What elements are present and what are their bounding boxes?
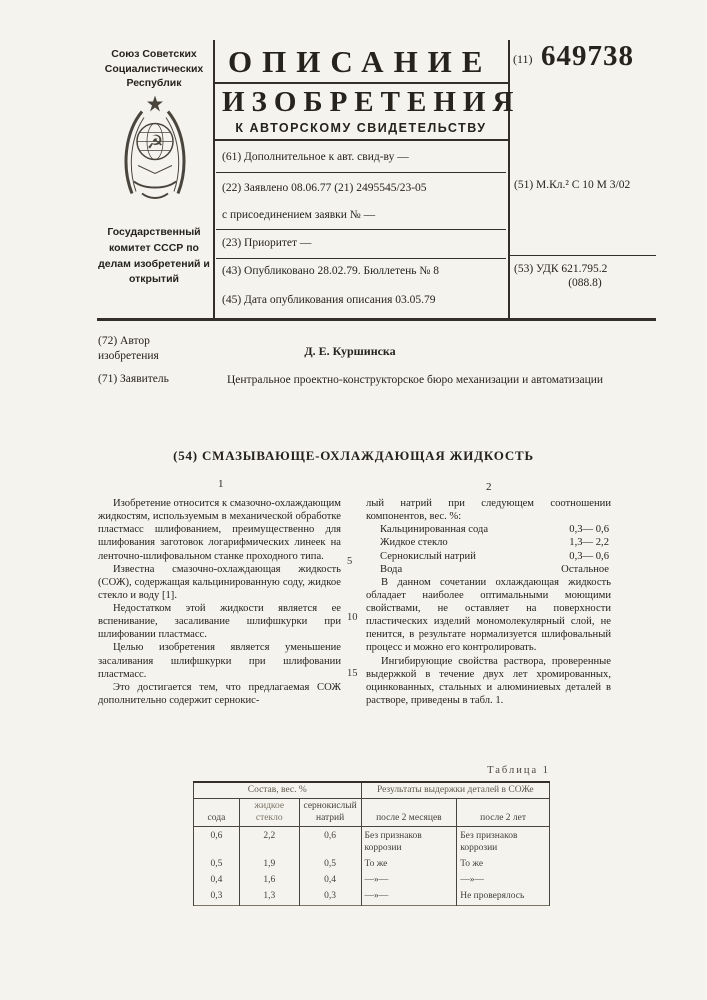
table-cell: 0,3 bbox=[194, 889, 240, 905]
publication-number: 649738 bbox=[541, 40, 634, 72]
field-23: (23) Приоритет — bbox=[222, 237, 312, 249]
component-name: Вода bbox=[380, 563, 403, 575]
field-43: (43) Опубликовано 28.02.79. Бюллетень № 8 bbox=[222, 265, 439, 277]
table-column-header: сода bbox=[194, 799, 240, 827]
component-value: 1,3— 2,2 bbox=[569, 537, 609, 549]
header-bottom-rule bbox=[97, 318, 656, 321]
column-number-1: 1 bbox=[218, 478, 224, 490]
table-row bbox=[194, 873, 550, 889]
table-cell: 0,4 bbox=[299, 873, 361, 889]
component-value: 0,3— 0,6 bbox=[569, 524, 609, 536]
table-cell: Без признаков коррозии bbox=[361, 827, 457, 857]
field-45: (45) Дата опубликования описания 03.05.79 bbox=[222, 294, 436, 306]
field-joined-application: с присоединением заявки № — bbox=[222, 209, 376, 221]
table-cell: 2,2 bbox=[239, 827, 299, 857]
table-cell: 0,5 bbox=[299, 857, 361, 873]
field-61: (61) Дополнительное к авт. свид-ву — bbox=[222, 151, 409, 163]
margin-line-number-15: 15 bbox=[347, 668, 358, 679]
table-cell: 0,6 bbox=[299, 827, 361, 857]
field-rule-3 bbox=[216, 258, 506, 259]
field-rule-2 bbox=[216, 229, 506, 230]
paragraph: Изобретение относится к смазочно-охлаждающим жидкостям, используемым в механической обработке пластмасс шлифованием, преимущественно для шлифования заготовок логарифмических линеек на ленточно-шлифовальном станке проходного типа. bbox=[98, 498, 341, 562]
table-cell: 1,9 bbox=[239, 857, 299, 873]
author-label: (72) Автор изобретения bbox=[98, 335, 159, 362]
rule-under-subtitle bbox=[214, 139, 508, 141]
table-column-header: после 2 месяцев bbox=[361, 799, 457, 827]
component-value: Остальное bbox=[561, 563, 609, 575]
paragraph: Недостатком этой жидкости является ее вспенивание, засаливание шлифшкурки при шлифовании пластмасс. bbox=[98, 603, 341, 641]
rule-under-title bbox=[214, 82, 508, 84]
invention-title: (54) СМАЗЫВАЮЩЕ-ОХЛАЖДАЮЩАЯ ЖИДКОСТЬ bbox=[173, 448, 534, 463]
field-rule-udk bbox=[510, 255, 656, 256]
component-name: Сернокислый натрий bbox=[380, 550, 476, 562]
table-cell: 1,6 bbox=[239, 873, 299, 889]
table-cell: —»— bbox=[457, 873, 550, 889]
body-column-2 bbox=[366, 497, 611, 707]
composition-row bbox=[366, 536, 611, 549]
doc-type-title-2: ИЗОБРЕТЕНИЯ bbox=[222, 86, 521, 118]
component-name: Кальцинированная сода bbox=[380, 524, 489, 536]
table-group-header-results: Результаты выдержки деталей в СОЖе bbox=[361, 782, 549, 799]
publication-number-code: (11) bbox=[513, 52, 533, 66]
paragraph: Ингибирующие свойства раствора, проверенные выдержкой в течение двух лет хромированных, оцинкованных, стальных и алюминиевых деталей в растворе, приведены в табл. 1. bbox=[366, 655, 611, 706]
field-53-udk-code: (53) УДК 621.795.2 bbox=[514, 263, 608, 275]
applicant-label: (71) Заявитель bbox=[98, 373, 169, 385]
paragraph: Целью изобретения является уменьшение засаливания шлифшкурки при шлифовании пластмасс. bbox=[98, 642, 341, 680]
table-column-header: жидкое стекло bbox=[239, 799, 299, 827]
margin-line-number-10: 10 bbox=[347, 612, 358, 623]
component-name: Жидкое стекло bbox=[380, 537, 448, 549]
field-rule-1 bbox=[216, 172, 506, 173]
composition-row bbox=[366, 563, 611, 576]
table-cell: —»— bbox=[361, 889, 457, 905]
table-row bbox=[194, 857, 550, 873]
paragraph: Известна смазочно-охлаждающая жидкость (СОЖ), содержащая кальцинированную соду, жидкое стекло и воду [1]. bbox=[98, 563, 341, 601]
paragraph: В данном сочетании охлаждающая жидкость обладает наиболее оптимальными моющими свойствами, не оставляет на поверхности пластических изделий мономолекулярный слой, не пенится, в результате нормализуется шлифовальный процесс и можно его контролировать. bbox=[366, 576, 611, 654]
body-column-1 bbox=[98, 497, 341, 707]
table-cell: —»— bbox=[361, 873, 457, 889]
paragraph: лый натрий при следующем соотношении компонентов, вес. %: bbox=[366, 498, 611, 523]
table-row bbox=[194, 827, 550, 857]
table-row bbox=[194, 889, 550, 905]
margin-line-number-5: 5 bbox=[347, 556, 353, 567]
table-cell: 0,5 bbox=[194, 857, 240, 873]
svg-text:☭: ☭ bbox=[146, 131, 164, 154]
doc-subtitle: К АВТОРСКОМУ СВИДЕТЕЛЬСТВУ bbox=[235, 121, 487, 135]
table-cell: Не проверялось bbox=[457, 889, 550, 905]
table-column-header: сернокислый натрий bbox=[299, 799, 361, 827]
table-caption: Таблица 1 bbox=[487, 765, 550, 776]
column-number-2: 2 bbox=[486, 481, 492, 493]
ussr-coat-of-arms-icon bbox=[120, 92, 190, 210]
composition-row bbox=[366, 550, 611, 563]
field-51-class-code: (51) М.Кл.² C 10 M 3/02 bbox=[514, 179, 631, 191]
composition-row bbox=[366, 523, 611, 536]
field-53-udk-code-cont: (088.8) bbox=[568, 277, 602, 289]
table-group-header-composition: Состав, вес. % bbox=[194, 782, 362, 799]
results-table bbox=[193, 781, 550, 906]
doc-type-title: ОПИСАНИЕ bbox=[228, 44, 493, 79]
table-cell: 0,4 bbox=[194, 873, 240, 889]
vertical-divider-right bbox=[508, 40, 510, 320]
paragraph: Это достигается тем, что предлагаемая СОЖ дополнительно содержит сернокис- bbox=[98, 681, 341, 706]
table-column-header: после 2 лет bbox=[457, 799, 550, 827]
table-cell: То же bbox=[457, 857, 550, 873]
component-value: 0,3— 0,6 bbox=[569, 550, 609, 562]
committee-name: Государственный комитет СССР по делам изобретений и открытий bbox=[98, 226, 210, 286]
table-cell: То же bbox=[361, 857, 457, 873]
applicant-name: Центральное проектно-конструкторское бюро механизации и автоматизации bbox=[226, 374, 604, 386]
union-name: Союз Советских Социалистических Республик bbox=[104, 48, 204, 90]
table-cell: 1,3 bbox=[239, 889, 299, 905]
field-22: (22) Заявлено 08.06.77 (21) 2495545/23-05 bbox=[222, 182, 427, 194]
composition-list bbox=[366, 523, 611, 576]
table-cell: Без признаков коррозии bbox=[457, 827, 550, 857]
table-cell: 0,6 bbox=[194, 827, 240, 857]
author-name: Д. Е. Куршинска bbox=[304, 344, 396, 358]
table-cell: 0,3 bbox=[299, 889, 361, 905]
